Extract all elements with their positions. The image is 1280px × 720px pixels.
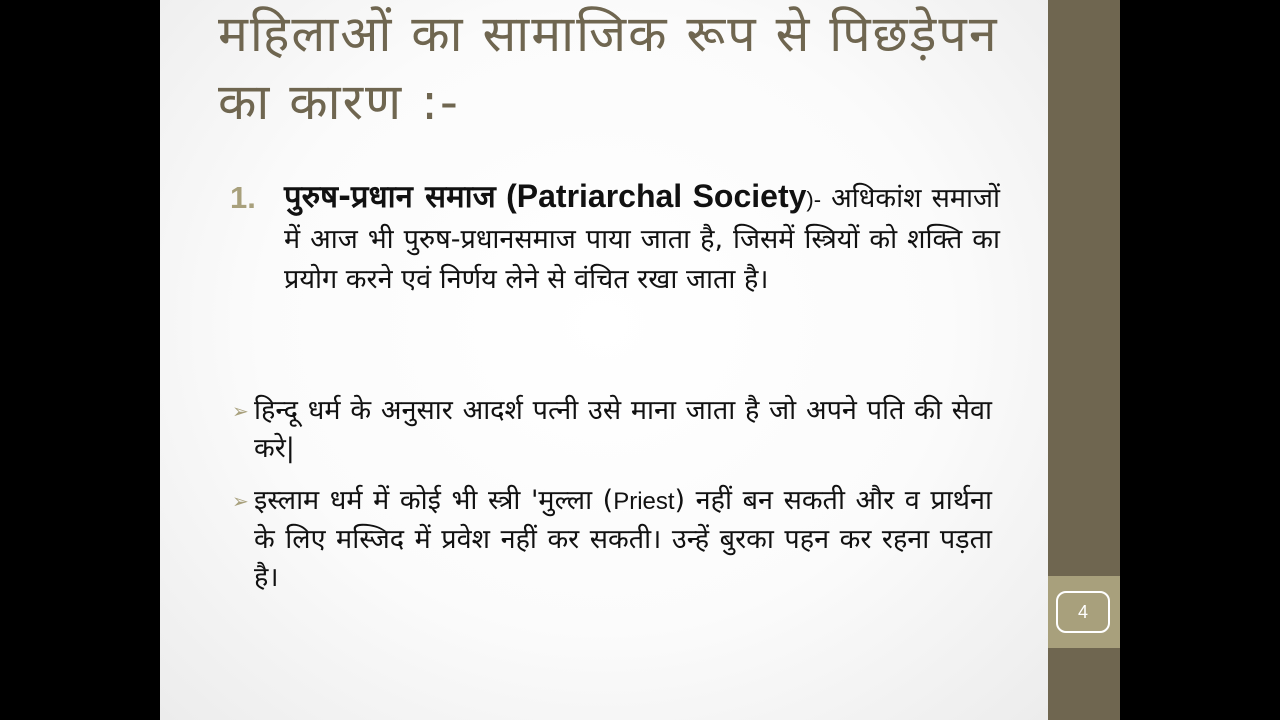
bullet-list — [232, 392, 992, 611]
page-number-box — [1048, 576, 1120, 648]
bullet-item — [232, 392, 992, 468]
item-heading-hindi: पुरुष-प्रधान समाज — [284, 179, 496, 215]
page-number: 4 — [1072, 602, 1094, 623]
arrow-bullet-icon: ➢ — [232, 489, 249, 513]
bullet-text-end: ) नहीं बन सकती और व प्रार्थना के लिए मस्जिद में प्रवेश नहीं कर सकती। उन्हें बुरका पहन कर रहना पड़ता है। — [254, 485, 992, 593]
item-body: अधिकांश समाजों में आज भी पुरुष-प्रधानसमाज पाया जाता है, जिसमें स्त्रियों को शक्ति का प्रयोग करने एवं निर्णय लेने से वंचित रखा जाता है। — [284, 183, 1001, 295]
item-heading-english: Patriarchal Society — [516, 178, 807, 214]
arrow-bullet-icon: ➢ — [232, 399, 249, 423]
slide — [160, 0, 1048, 720]
bullet-text-start: इस्लाम धर्म में कोई भी स्त्री 'मुल्ला ( — [254, 485, 614, 516]
bullet-item — [232, 482, 992, 597]
item-text — [284, 176, 1000, 300]
bullet-text: हिन्दू धर्म के अनुसार आदर्श पत्नी उसे माना जाता है जो अपने पति की सेवा करे| — [254, 395, 992, 464]
page-number-frame — [1056, 591, 1110, 633]
item-heading-close: )- — [806, 187, 822, 212]
list-number: 1. — [230, 180, 256, 215]
bullet-text-english: Priest — [613, 488, 675, 515]
item-heading-open: ( — [495, 178, 517, 214]
slide-title: महिलाओं का सामाजिक रूप से पिछड़ेपन का कारण :- — [218, 5, 999, 131]
